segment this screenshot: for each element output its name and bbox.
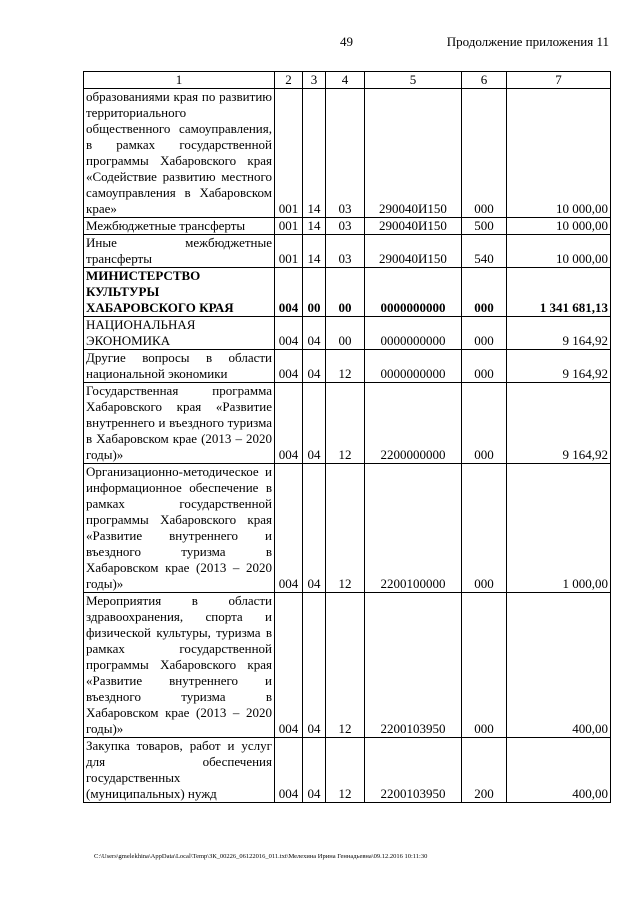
page-caption: Продолжение приложения 11 bbox=[446, 34, 609, 49]
table-row bbox=[84, 268, 611, 317]
table-row bbox=[84, 464, 611, 593]
amount-cell: 9 164,92 bbox=[507, 317, 611, 350]
page-number: 49 bbox=[340, 34, 353, 49]
row-name-cell: Государственная программа Хабаровского края «Развитие внутреннего и въездного туризма в Хабаровском крае (2013 – 2020 годы)» bbox=[84, 383, 275, 464]
column-header: 7 bbox=[507, 72, 611, 89]
subsection-cell: 03 bbox=[326, 89, 365, 218]
amount-cell: 10 000,00 bbox=[507, 218, 611, 235]
section-cell: 04 bbox=[303, 317, 326, 350]
code-cell: 004 bbox=[275, 317, 303, 350]
section-cell: 14 bbox=[303, 89, 326, 218]
expense-type-cell: 000 bbox=[462, 350, 507, 383]
target-article-cell: 2200000000 bbox=[365, 383, 462, 464]
expense-type-cell: 000 bbox=[462, 464, 507, 593]
target-article-cell: 0000000000 bbox=[365, 268, 462, 317]
column-header: 5 bbox=[365, 72, 462, 89]
expense-type-cell: 500 bbox=[462, 218, 507, 235]
subsection-cell: 03 bbox=[326, 218, 365, 235]
code-cell: 001 bbox=[275, 89, 303, 218]
subsection-cell: 12 bbox=[326, 738, 365, 803]
row-name-cell: Мероприятия в области здравоохранения, спорта и физической культуры, туризма в рамках государственной программы Хабаровского края «Развитие внутреннего и въездного туризма в Хабаровском крае (2013 – 2020 годы)» bbox=[84, 593, 275, 738]
row-name-cell: Межбюджетные трансферты bbox=[84, 218, 275, 235]
code-cell: 004 bbox=[275, 268, 303, 317]
table-row bbox=[84, 350, 611, 383]
row-name-cell: Другие вопросы в области национальной экономики bbox=[84, 350, 275, 383]
section-cell: 04 bbox=[303, 350, 326, 383]
code-cell: 004 bbox=[275, 383, 303, 464]
section-cell: 04 bbox=[303, 383, 326, 464]
expense-type-cell: 540 bbox=[462, 235, 507, 268]
column-header: 6 bbox=[462, 72, 507, 89]
subsection-cell: 12 bbox=[326, 464, 365, 593]
subsection-cell: 03 bbox=[326, 235, 365, 268]
expense-type-cell: 000 bbox=[462, 383, 507, 464]
column-header: 2 bbox=[275, 72, 303, 89]
section-cell: 14 bbox=[303, 235, 326, 268]
amount-cell: 9 164,92 bbox=[507, 350, 611, 383]
footer-file-path: C:\Users\gmelekhina\AppData\Local\Temp\ЗК_00226_06122016_011.txt\Мелехина Ирина Геннадьевна\09.12.2016 10:11:30 bbox=[94, 853, 428, 860]
row-name-cell: Иные межбюджетные трансферты bbox=[84, 235, 275, 268]
amount-cell: 400,00 bbox=[507, 593, 611, 738]
row-name-cell: Организационно-методическое и информационное обеспечение в рамках государственной программы Хабаровского края «Развитие внутреннего и въездного туризма в Хабаровском крае (2013 – 2020 годы)» bbox=[84, 464, 275, 593]
target-article-cell: 0000000000 bbox=[365, 317, 462, 350]
code-cell: 004 bbox=[275, 593, 303, 738]
column-header: 1 bbox=[84, 72, 275, 89]
row-name-cell: МИНИСТЕРСТВО КУЛЬТУРЫ ХАБАРОВСКОГО КРАЯ bbox=[84, 268, 275, 317]
subsection-cell: 00 bbox=[326, 268, 365, 317]
table-header-row bbox=[84, 72, 611, 89]
expense-type-cell: 000 bbox=[462, 593, 507, 738]
section-cell: 00 bbox=[303, 268, 326, 317]
expense-type-cell: 000 bbox=[462, 317, 507, 350]
code-cell: 001 bbox=[275, 218, 303, 235]
section-cell: 04 bbox=[303, 738, 326, 803]
column-header: 4 bbox=[326, 72, 365, 89]
section-cell: 04 bbox=[303, 464, 326, 593]
amount-cell: 1 000,00 bbox=[507, 464, 611, 593]
row-name-cell: образованиями края по развитию территориального общественного самоуправления, в рамках государственной программы Хабаровского края «Содействие развитию местного самоуправления в Хабаровском крае» bbox=[84, 89, 275, 218]
target-article-cell: 290040И150 bbox=[365, 89, 462, 218]
row-name-cell: НАЦИОНАЛЬНАЯ ЭКОНОМИКА bbox=[84, 317, 275, 350]
expense-type-cell: 000 bbox=[462, 89, 507, 218]
table-row bbox=[84, 218, 611, 235]
code-cell: 001 bbox=[275, 235, 303, 268]
target-article-cell: 2200103950 bbox=[365, 738, 462, 803]
target-article-cell: 290040И150 bbox=[365, 235, 462, 268]
code-cell: 004 bbox=[275, 464, 303, 593]
subsection-cell: 12 bbox=[326, 350, 365, 383]
section-cell: 04 bbox=[303, 593, 326, 738]
code-cell: 004 bbox=[275, 350, 303, 383]
amount-cell: 1 341 681,13 bbox=[507, 268, 611, 317]
target-article-cell: 0000000000 bbox=[365, 350, 462, 383]
code-cell: 004 bbox=[275, 738, 303, 803]
amount-cell: 9 164,92 bbox=[507, 383, 611, 464]
table-row bbox=[84, 383, 611, 464]
column-header: 3 bbox=[303, 72, 326, 89]
table-row bbox=[84, 738, 611, 803]
amount-cell: 10 000,00 bbox=[507, 235, 611, 268]
subsection-cell: 00 bbox=[326, 317, 365, 350]
target-article-cell: 2200103950 bbox=[365, 593, 462, 738]
table-row bbox=[84, 235, 611, 268]
table-body bbox=[84, 89, 611, 803]
amount-cell: 400,00 bbox=[507, 738, 611, 803]
target-article-cell: 2200100000 bbox=[365, 464, 462, 593]
table-row bbox=[84, 89, 611, 218]
section-cell: 14 bbox=[303, 218, 326, 235]
table-row bbox=[84, 593, 611, 738]
subsection-cell: 12 bbox=[326, 383, 365, 464]
amount-cell: 10 000,00 bbox=[507, 89, 611, 218]
budget-table bbox=[83, 71, 611, 803]
expense-type-cell: 000 bbox=[462, 268, 507, 317]
table-row bbox=[84, 317, 611, 350]
row-name-cell: Закупка товаров, работ и услуг для обеспечения государственных (муниципальных) нужд bbox=[84, 738, 275, 803]
expense-type-cell: 200 bbox=[462, 738, 507, 803]
subsection-cell: 12 bbox=[326, 593, 365, 738]
target-article-cell: 290040И150 bbox=[365, 218, 462, 235]
